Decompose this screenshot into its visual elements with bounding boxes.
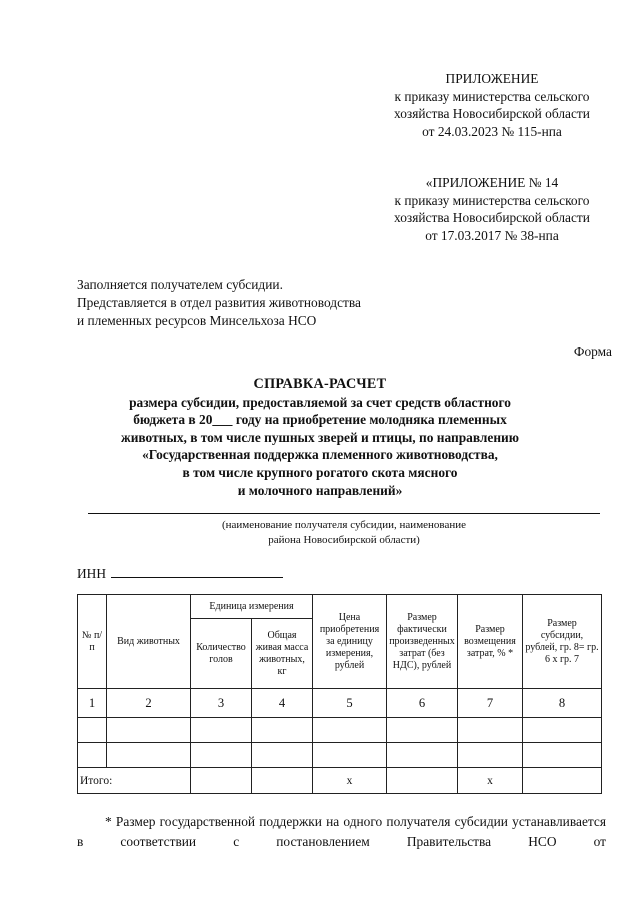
header-count: Количество голов xyxy=(191,619,252,689)
appendix-header-current xyxy=(372,70,612,140)
appendix-header-original xyxy=(372,174,612,244)
table-cell[interactable] xyxy=(252,718,313,743)
submission-instructions xyxy=(77,276,361,329)
instruction-line: и племенных ресурсов Минсельхоза НСО xyxy=(77,312,317,328)
column-number: 4 xyxy=(252,689,313,718)
title-line: размера субсидии, предоставляемой за счет средств областного xyxy=(129,394,511,410)
appendix-line: хозяйства Новосибирской области xyxy=(394,210,590,225)
header-animal-type: Вид животных xyxy=(107,595,191,689)
table-row xyxy=(78,718,602,743)
table-cell[interactable] xyxy=(191,718,252,743)
column-number: 3 xyxy=(191,689,252,718)
table-cell[interactable] xyxy=(107,718,191,743)
inn-field xyxy=(77,565,283,582)
header-costs: Размер фактически произведенных затрат (без НДС), рублей xyxy=(387,595,458,689)
table-cell[interactable] xyxy=(313,718,387,743)
appendix-line: к приказу министерства сельского xyxy=(394,88,590,104)
subsidy-calculation-table xyxy=(77,594,602,794)
column-number: 6 xyxy=(387,689,458,718)
inn-label: ИНН xyxy=(77,566,107,581)
form-label: Форма xyxy=(573,344,612,359)
appendix-title: «ПРИЛОЖЕНИЕ № 14 xyxy=(425,175,559,190)
appendix-title: ПРИЛОЖЕНИЕ xyxy=(445,71,539,86)
header-num: № п/п xyxy=(78,595,107,689)
title-line: в том числе крупного рогатого скота мясного xyxy=(182,464,458,480)
appendix-line: от 24.03.2023 № 115-нпа xyxy=(422,123,562,139)
table-cell[interactable] xyxy=(313,743,387,768)
total-row xyxy=(78,768,602,794)
title-line: животных, в том числе пушных зверей и птицы, по направлению xyxy=(120,429,520,445)
header-rate: Размер возмещения затрат, % * xyxy=(458,595,523,689)
column-number-row xyxy=(78,689,602,718)
inn-input-line[interactable] xyxy=(111,565,283,578)
header-unit: Единица измерения xyxy=(191,595,313,619)
column-number: 7 xyxy=(458,689,523,718)
total-weight-cell[interactable] xyxy=(252,768,313,794)
caption-line: района Новосибирской области) xyxy=(268,533,420,546)
instruction-line: Заполняется получателем субсидии. xyxy=(77,277,283,292)
table-cell[interactable] xyxy=(191,743,252,768)
total-price-x: х xyxy=(313,768,387,794)
column-number: 5 xyxy=(313,689,387,718)
total-label: Итого: xyxy=(78,768,191,794)
instruction-line: Представляется в отдел развития животноводства xyxy=(77,294,361,310)
header-row xyxy=(78,595,602,619)
header-weight: Общая живая масса животных, кг xyxy=(252,619,313,689)
total-count-cell[interactable] xyxy=(191,768,252,794)
total-costs-cell[interactable] xyxy=(387,768,458,794)
title-line: и молочного направлений» xyxy=(237,482,403,498)
appendix-line: от 17.03.2017 № 38-нпа xyxy=(425,227,559,243)
appendix-line: хозяйства Новосибирской области xyxy=(394,106,590,121)
document-title xyxy=(0,376,640,499)
table-cell[interactable] xyxy=(387,718,458,743)
table-cell[interactable] xyxy=(387,743,458,768)
title-main: СПРАВКА-РАСЧЕТ xyxy=(253,376,387,392)
total-rate-x: х xyxy=(458,768,523,794)
header-subsidy: Размер субсидии, рублей, гр. 8= гр. 6 х гр. 7 xyxy=(523,595,602,689)
table-cell[interactable] xyxy=(107,743,191,768)
table-cell[interactable] xyxy=(523,743,602,768)
footnote: * Размер государственной поддержки на одного получателя субсидии устанавливается в соответствии с постановлением Правительства НСО от xyxy=(77,814,606,849)
table-cell[interactable] xyxy=(78,743,107,768)
table-cell[interactable] xyxy=(458,718,523,743)
table-cell[interactable] xyxy=(78,718,107,743)
column-number: 2 xyxy=(107,689,191,718)
table-cell[interactable] xyxy=(252,743,313,768)
recipient-name-line[interactable] xyxy=(88,513,600,514)
column-number: 1 xyxy=(78,689,107,718)
column-number: 8 xyxy=(523,689,602,718)
table-cell[interactable] xyxy=(523,718,602,743)
header-price: Цена приобретения за единицу измерения, рублей xyxy=(313,595,387,689)
title-line: бюджета в 20___ году на приобретение молодняка племенных xyxy=(133,412,507,428)
appendix-line: к приказу министерства сельского xyxy=(394,192,590,208)
total-subsidy-cell[interactable] xyxy=(523,768,602,794)
caption-line: (наименование получателя субсидии, наименование xyxy=(221,519,467,531)
recipient-name-caption xyxy=(170,518,518,547)
table-row xyxy=(78,743,602,768)
table-cell[interactable] xyxy=(458,743,523,768)
title-line: «Государственная поддержка племенного животноводства, xyxy=(142,447,498,463)
